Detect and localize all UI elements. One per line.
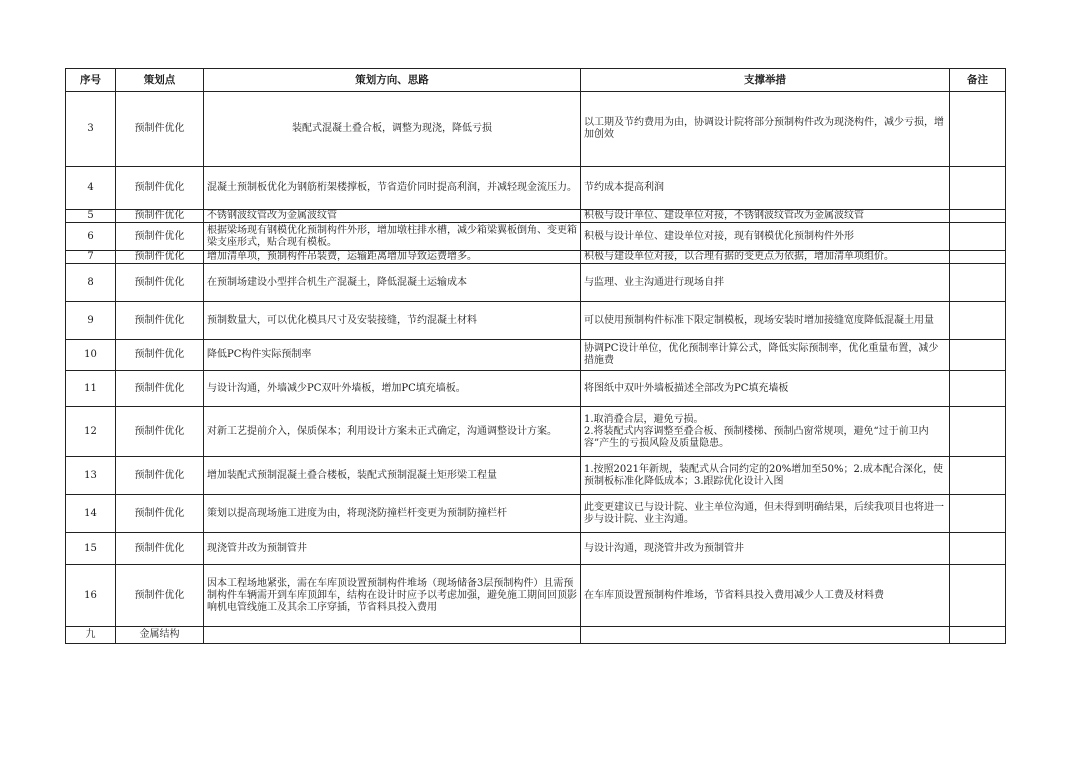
header-no: 序号 — [66, 69, 116, 92]
section-no: 九 — [66, 627, 116, 644]
row-point: 预制件优化 — [116, 92, 204, 167]
row-direction: 策划以提高现场施工进度为由，将现浇防撞栏杆变更为预制防撞栏杆 — [204, 495, 581, 533]
row-measures: 以工期及节约费用为由，协调设计院将部分预制构件改为现浇构件，减少亏损，增加创效 — [581, 92, 950, 167]
table-row — [66, 223, 1006, 251]
row-point: 预制件优化 — [116, 457, 204, 495]
row-measures: 在车库顶设置预制构件堆场，节省料具投入费用减少人工费及材料费 — [581, 565, 950, 627]
row-direction: 根据梁场现有钢模优化预制构件外形，增加墩柱排水槽，减少箱梁翼板倒角、变更箱梁支座形式，贴合现有模板。 — [204, 223, 581, 251]
row-direction: 不锈钢波纹管改为金属波纹管 — [204, 210, 581, 223]
row-no: 3 — [66, 92, 116, 167]
table-row — [66, 264, 1006, 302]
header-row — [66, 69, 1006, 92]
row-remark — [950, 495, 1006, 533]
row-direction: 增加清单项，预制构件吊装费，运输距离增加导致运费增多。 — [204, 251, 581, 264]
row-point: 预制件优化 — [116, 264, 204, 302]
row-remark — [950, 264, 1006, 302]
table-row — [66, 371, 1006, 407]
row-no: 7 — [66, 251, 116, 264]
header-point: 策划点 — [116, 69, 204, 92]
section-empty-cell — [581, 627, 950, 644]
row-direction: 因本工程场地紧张，需在车库顶设置预制构件堆场（现场储备3层预制构件）且需预制构件车辆需开到车库顶卸车，结构在设计时应予以考虑加强，避免施工期间回顶影响机电管线施工及其余工序穿插，节省料具投入费用 — [204, 565, 581, 627]
row-direction: 对新工艺提前介入，保质保本；利用设计方案未正式确定，沟通调整设计方案。 — [204, 407, 581, 457]
row-remark — [950, 210, 1006, 223]
table-row — [66, 457, 1006, 495]
row-measures: 将图纸中双叶外墙板描述全部改为PC填充墙板 — [581, 371, 950, 407]
row-point: 预制件优化 — [116, 251, 204, 264]
table-row — [66, 340, 1006, 371]
row-measures: 积极与设计单位、建设单位对接，现有钢模优化预制构件外形 — [581, 223, 950, 251]
row-direction: 与设计沟通，外墙减少PC双叶外墙板，增加PC填充墙板。 — [204, 371, 581, 407]
table-row — [66, 302, 1006, 340]
row-no: 6 — [66, 223, 116, 251]
measure-line: 2.将装配式内容调整至叠合板、预制楼梯、预制凸窗常规项，避免“过于前卫内容”产生的亏损风险及质量隐患。 — [584, 425, 929, 449]
row-point: 预制件优化 — [116, 340, 204, 371]
row-measures: 与设计沟通，现浇管井改为预制管井 — [581, 533, 950, 565]
row-direction: 预制数量大，可以优化模具尺寸及安装接缝，节约混凝土材料 — [204, 302, 581, 340]
row-remark — [950, 167, 1006, 210]
row-direction: 在预制场建设小型拌合机生产混凝土，降低混凝土运输成本 — [204, 264, 581, 302]
row-remark — [950, 565, 1006, 627]
row-no: 8 — [66, 264, 116, 302]
row-point: 预制件优化 — [116, 565, 204, 627]
row-remark — [950, 223, 1006, 251]
row-point: 预制件优化 — [116, 371, 204, 407]
row-measures — [581, 407, 950, 457]
row-no: 9 — [66, 302, 116, 340]
row-no: 15 — [66, 533, 116, 565]
row-no: 10 — [66, 340, 116, 371]
table-row — [66, 167, 1006, 210]
section-title: 金属结构 — [116, 627, 204, 644]
row-measures: 积极与设计单位、建设单位对接，不锈钢波纹管改为金属波纹管 — [581, 210, 950, 223]
row-measures: 协调PC设计单位，优化预制率计算公式，降低实际预制率，优化重量布置，减少措施费 — [581, 340, 950, 371]
row-no: 5 — [66, 210, 116, 223]
row-no: 14 — [66, 495, 116, 533]
row-point: 预制件优化 — [116, 495, 204, 533]
row-direction: 现浇管井改为预制管井 — [204, 533, 581, 565]
header-direction: 策划方向、思路 — [204, 69, 581, 92]
row-remark — [950, 457, 1006, 495]
section-row — [66, 627, 1006, 644]
row-measures: 1.按照2021年新规，装配式从合同约定的20%增加至50%；2.成本配合深化，使预制板标准化降低成本；3.跟踪优化设计入图 — [581, 457, 950, 495]
row-measures: 与监理、业主沟通进行现场自拌 — [581, 264, 950, 302]
row-remark — [950, 407, 1006, 457]
table-row — [66, 210, 1006, 223]
row-measures: 积极与建设单位对接，以合理有据的变更点为依据，增加清单项组价。 — [581, 251, 950, 264]
row-direction: 混凝土预制板优化为钢筋桁架楼撑板，节省造价同时提高利润，并减轻现金流压力。 — [204, 167, 581, 210]
row-point: 预制件优化 — [116, 533, 204, 565]
table-row — [66, 565, 1006, 627]
row-remark — [950, 340, 1006, 371]
row-no: 12 — [66, 407, 116, 457]
section-empty-cell — [950, 627, 1006, 644]
row-measures: 节约成本提高利润 — [581, 167, 950, 210]
row-no: 11 — [66, 371, 116, 407]
row-point: 预制件优化 — [116, 302, 204, 340]
row-point: 预制件优化 — [116, 407, 204, 457]
row-point: 预制件优化 — [116, 167, 204, 210]
section-empty-cell — [204, 627, 581, 644]
row-measures: 可以使用预制构件标准下限定制模板，现场安装时增加接缝宽度降低混凝土用量 — [581, 302, 950, 340]
header-remark: 备注 — [950, 69, 1006, 92]
row-direction: 装配式混凝土叠合板，调整为现浇，降低亏损 — [204, 92, 581, 167]
row-measures: 此变更建议已与设计院、业主单位沟通，但未得到明确结果，后续我项目也将进一步与设计院、业主沟通。 — [581, 495, 950, 533]
row-no: 13 — [66, 457, 116, 495]
row-remark — [950, 533, 1006, 565]
row-remark — [950, 302, 1006, 340]
header-measures: 支撑举措 — [581, 69, 950, 92]
table-row — [66, 407, 1006, 457]
row-no: 16 — [66, 565, 116, 627]
row-no: 4 — [66, 167, 116, 210]
row-remark — [950, 251, 1006, 264]
table-row — [66, 533, 1006, 565]
table-row — [66, 92, 1006, 167]
table-row — [66, 251, 1006, 264]
row-direction: 增加装配式预制混凝土叠合楼板，装配式预制混凝土矩形梁工程量 — [204, 457, 581, 495]
planning-table — [65, 68, 1006, 644]
row-remark — [950, 371, 1006, 407]
row-point: 预制件优化 — [116, 223, 204, 251]
row-point: 预制件优化 — [116, 210, 204, 223]
row-remark — [950, 92, 1006, 167]
table-row — [66, 495, 1006, 533]
row-direction: 降低PC构件实际预制率 — [204, 340, 581, 371]
measure-line: 1.取消叠合层，避免亏损。 — [584, 413, 704, 425]
